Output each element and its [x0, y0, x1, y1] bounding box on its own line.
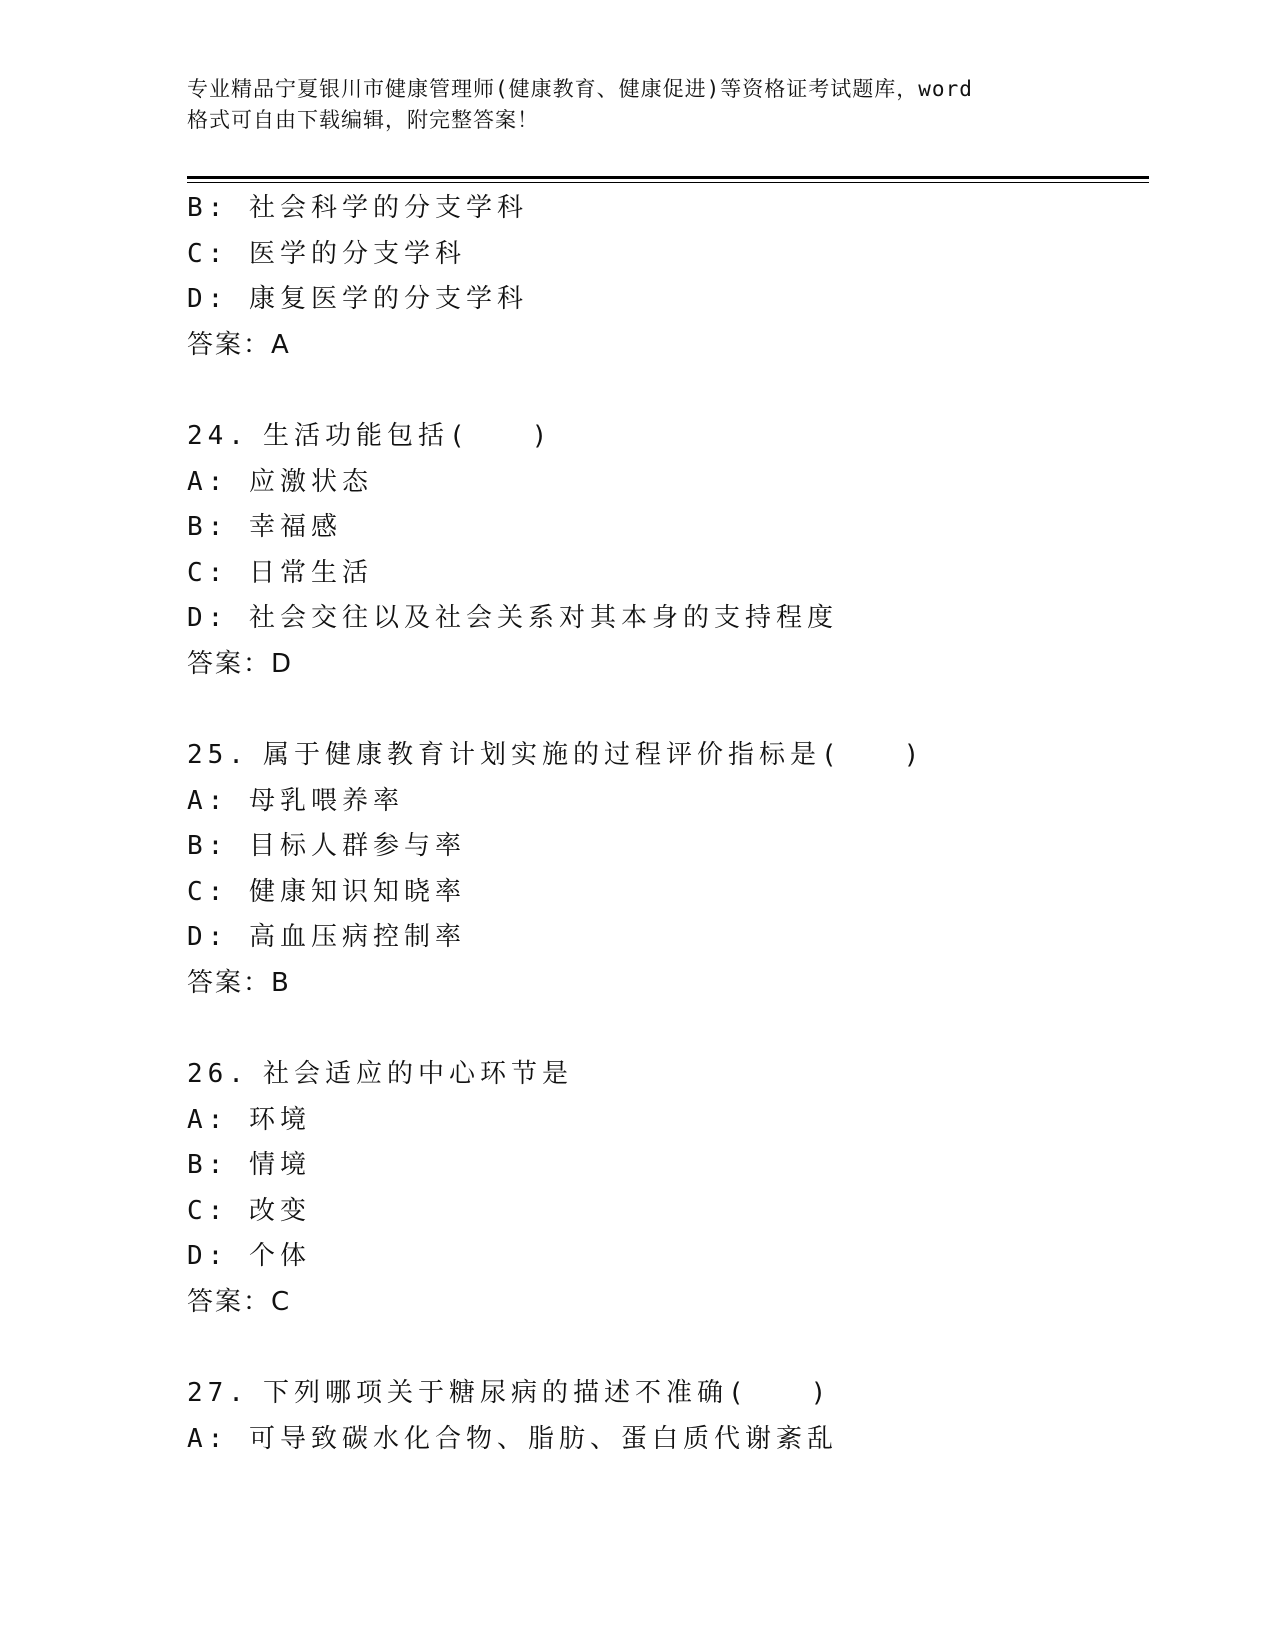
- question-25: [187, 733, 1147, 1006]
- option-c: C: 健康知识知晓率: [187, 876, 466, 907]
- option-a: A: 母乳喂养率: [187, 785, 404, 816]
- question-stem: [187, 1052, 1147, 1098]
- answer-line: 答案：D: [187, 648, 294, 679]
- option-b: B: 社会科学的分支学科: [187, 193, 528, 223]
- spacer: [187, 1325, 1147, 1371]
- header-divider-thin: [187, 182, 1149, 183]
- question-text: 生活功能包括( ): [262, 421, 553, 451]
- option-a: A: 可导致碳水化合物、脂肪、蛋白质代谢紊乱: [187, 1423, 838, 1454]
- question-23: [187, 186, 1147, 368]
- option-c: C: 日常生活: [187, 557, 373, 588]
- option-a: A: 环境: [187, 1104, 311, 1135]
- document-header: [187, 74, 1067, 136]
- answer-line: 答案：A: [187, 329, 291, 360]
- option-b: B: 幸福感: [187, 512, 342, 542]
- question-stem: [187, 733, 1147, 779]
- spacer: [187, 368, 1147, 414]
- question-stem: [187, 1371, 1147, 1417]
- question-text: 属于健康教育计划实施的过程评价指标是( ): [262, 740, 925, 770]
- question-number: 27.: [187, 1378, 249, 1408]
- header-title-line-2: 格式可自由下载编辑，附完整答案！: [187, 108, 539, 132]
- header-title-line-1: 专业精品宁夏银川市健康管理师(健康教育、健康促进)等资格证考试题库，word: [187, 77, 973, 101]
- spacer: [187, 1006, 1147, 1052]
- option-b: B: 目标人群参与率: [187, 831, 466, 861]
- option-b: B: 情境: [187, 1150, 311, 1180]
- question-27: [187, 1371, 1147, 1462]
- answer-line: 答案：C: [187, 1286, 292, 1317]
- option-a: A: 应激状态: [187, 466, 373, 497]
- option-d: D: 个体: [187, 1241, 311, 1271]
- question-number: 25.: [187, 740, 249, 770]
- question-stem: [187, 414, 1147, 460]
- question-26: [187, 1052, 1147, 1325]
- header-divider-thick: [187, 176, 1149, 179]
- question-list: [187, 186, 1147, 1462]
- answer-line: 答案：B: [187, 967, 291, 998]
- option-d: D: 社会交往以及社会关系对其本身的支持程度: [187, 603, 838, 633]
- question-text: 下列哪项关于糖尿病的描述不准确( ): [262, 1378, 832, 1408]
- question-number: 26.: [187, 1059, 249, 1089]
- option-d: D: 康复医学的分支学科: [187, 284, 528, 314]
- option-c: C: 医学的分支学科: [187, 238, 466, 269]
- option-c: C: 改变: [187, 1195, 311, 1226]
- question-24: [187, 414, 1147, 687]
- question-number: 24.: [187, 421, 249, 451]
- spacer: [187, 687, 1147, 733]
- question-text: 社会适应的中心环节是: [262, 1059, 573, 1089]
- option-d: D: 高血压病控制率: [187, 922, 466, 952]
